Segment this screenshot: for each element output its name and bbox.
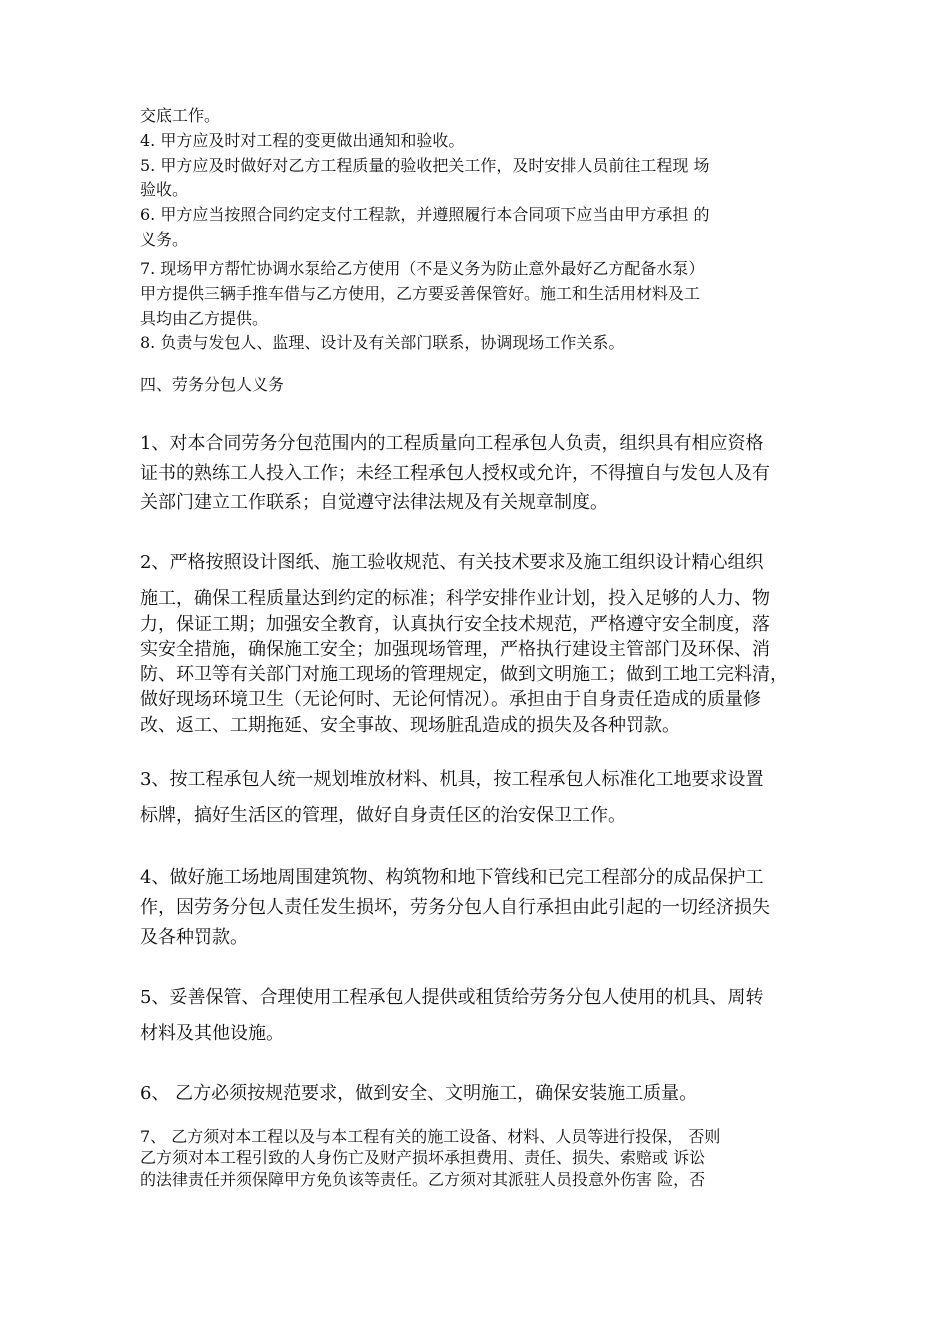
text-line: 做好现场环境卫生（无论何时、无论何情况）。承担由于自身责任造成的质量修: [140, 689, 761, 710]
text-line: 改、返工、工期拖延、安全事故、现场脏乱造成的损失及各种罚款。: [140, 715, 680, 736]
text-line: 材料及其他设施。: [140, 1023, 284, 1044]
text-line: 甲方提供三辆手推车借与乙方使用，乙方要妥善保管好。施工和生活用材料及工: [140, 284, 701, 303]
text-line: 乙方须对本工程引致的人身伤亡及财产损坏承担费用、责任、损失、索赔或 诉讼: [140, 1148, 706, 1167]
text-line: 证书的熟练工人投入工作；未经工程承包人授权或允许，不得擅自与发包人及有: [140, 463, 770, 484]
text-line: 具均由乙方提供。: [140, 309, 269, 328]
text-line: 5、妥善保管、合理使用工程承包人提供或租赁给劳务分包人使用的机具、周转: [140, 987, 764, 1008]
text-line: 力，保证工期；加强安全教育，认真执行安全技术规范，严格遵守安全制度，落: [140, 614, 770, 635]
text-line: 义务。: [140, 230, 189, 249]
text-line: 实安全措施，确保施工安全；加强现场管理，严格执行建设主管部门及环保、消: [140, 639, 770, 660]
text-line: 及各种罚款。: [140, 927, 248, 948]
text-line: 标牌，搞好生活区的管理，做好自身责任区的治安保卫工作。: [140, 805, 626, 826]
text-line: 5. 甲方应及时做好对乙方工程质量的验收把关工作，及时安排人员前往工程现 场: [140, 156, 710, 175]
text-line: 7. 现场甲方帮忙协调水泵给乙方使用（不是义务为防止意外最好乙方配备水泵）: [140, 259, 705, 278]
text-line: 交底工作。: [140, 106, 221, 125]
text-line: 防、环卫等有关部门对施工现场的管理规定，做到文明施工；做到工地工完料清，: [140, 664, 788, 685]
text-line: 2、严格按照设计图纸、施工验收规范、有关技术要求及施工组织设计精心组织: [140, 552, 764, 573]
text-line: 7、 乙方须对本工程以及与本工程有关的施工设备、材料、人员等进行投保， 否则: [140, 1127, 721, 1146]
section-heading: 四、劳务分包人义务: [140, 375, 285, 394]
text-line: 作，因劳务分包人责任发生损坏，劳务分包人自行承担由此引起的一切经济损失: [140, 897, 770, 918]
text-line: 4、做好施工场地周围建筑物、构筑物和地下管线和已完工程部分的成品保护工: [140, 867, 764, 888]
text-line: 的法律责任并须保障甲方免负该等责任。乙方须对其派驻人员投意外伤害 险，否: [140, 1170, 706, 1189]
text-line: 6. 甲方应当按照合同约定支付工程款，并遵照履行本合同项下应当由甲方承担 的: [140, 205, 710, 224]
text-line: 验收。: [140, 180, 189, 199]
text-line: 施工，确保工程质量达到约定的标准；科学安排作业计划，投入足够的人力、物: [140, 588, 770, 609]
text-line: 6、 乙方必须按规范要求，做到安全、文明施工，确保安装施工质量。: [140, 1083, 698, 1104]
text-line: 4. 甲方应及时对工程的变更做出通知和验收。: [140, 131, 465, 150]
text-line: 8. 负责与发包人、监理、设计及有关部门联系，协调现场工作关系。: [140, 333, 625, 352]
text-line: 3、按工程承包人统一规划堆放材料、机具，按工程承包人标准化工地要求设置: [140, 769, 764, 790]
text-line: 关部门建立工作联系；自觉遵守法律法规及有关规章制度。: [140, 492, 608, 513]
text-line: 1、对本合同劳务分包范围内的工程质量向工程承包人负责，组织具有相应资格: [140, 433, 764, 454]
